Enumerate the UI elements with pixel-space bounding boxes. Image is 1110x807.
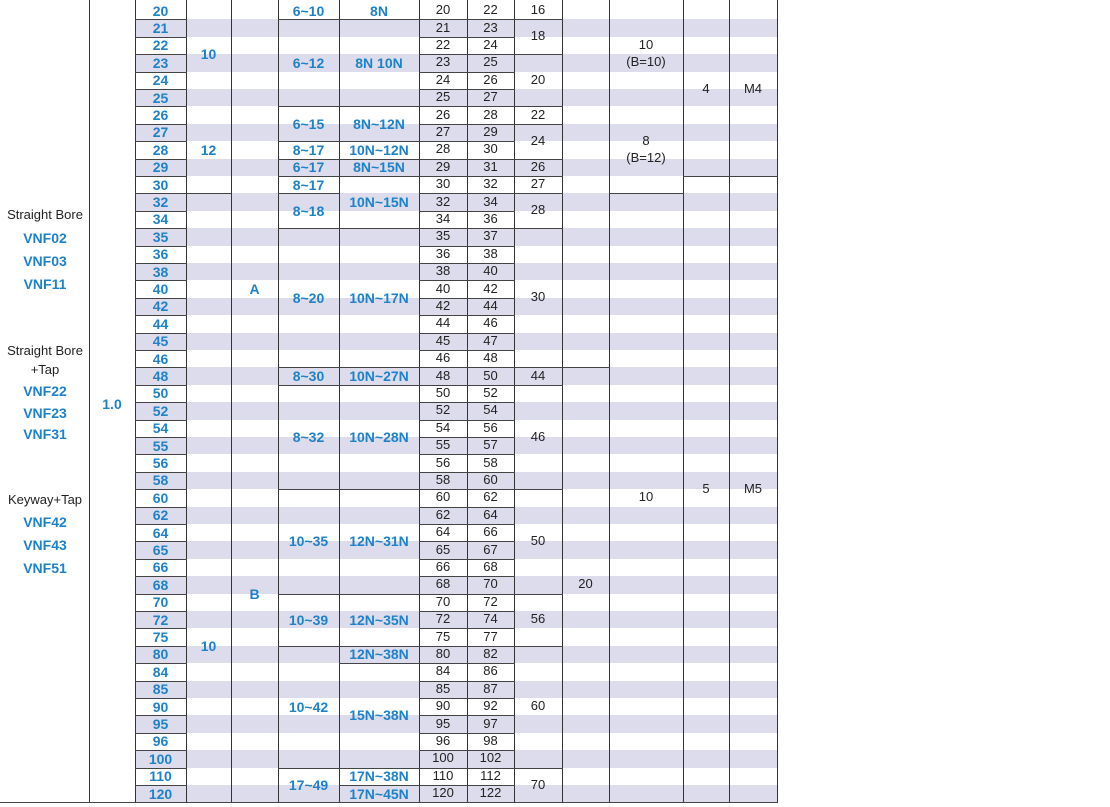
table-cell: 8N xyxy=(370,2,388,19)
table-cell: 8N~15N xyxy=(353,159,405,176)
table-cell xyxy=(231,2,278,193)
table-cell: 54 xyxy=(483,402,498,418)
table-cell: 122 xyxy=(479,785,502,801)
table-cell: 45 xyxy=(435,332,451,348)
table-cell: 54 xyxy=(435,419,451,435)
table-cell: 52 xyxy=(152,402,169,419)
table-cell: 10N~17N xyxy=(349,289,409,306)
table-cell: 56 xyxy=(435,454,451,470)
table-cell: 100 xyxy=(432,750,454,766)
table-cell: 25 xyxy=(152,89,169,106)
table-cell: 90 xyxy=(152,698,169,715)
table-cell: 28 xyxy=(152,141,169,158)
table-cell: 58 xyxy=(152,472,169,489)
table-cell: 32 xyxy=(435,193,451,209)
table-cell: 64 xyxy=(483,506,498,522)
table-cell: 44 xyxy=(483,298,498,314)
table-cell: 40 xyxy=(152,281,169,297)
table-cell: 90 xyxy=(435,698,451,714)
table-cell: 60 xyxy=(152,489,169,506)
table-cell: 10N~12N xyxy=(349,141,409,158)
table-cell: 55 xyxy=(152,437,169,454)
table-cell: 26 xyxy=(483,71,498,87)
table-cell: 100 xyxy=(148,750,173,767)
table-cell: 30 xyxy=(530,289,546,305)
table-cell: 5 xyxy=(702,480,710,496)
table-cell: M5 xyxy=(743,480,763,496)
table-cell: 6~15 xyxy=(292,115,325,132)
table-cell: 38 xyxy=(435,263,451,279)
series-code: VNF03 xyxy=(23,253,67,269)
table-cell: 50 xyxy=(530,532,546,548)
table-cell: 46 xyxy=(152,350,169,367)
series-group-title: Keyway+Tap xyxy=(7,492,83,507)
series-code: VNF42 xyxy=(23,514,67,530)
table-cell: 37 xyxy=(483,228,498,244)
table-cell: 46 xyxy=(530,428,546,444)
table-cell: 42 xyxy=(483,280,498,296)
table-cell: 4 xyxy=(702,80,710,96)
series-code: VNF51 xyxy=(23,560,67,576)
table-cell xyxy=(186,193,231,489)
table-cell: 67 xyxy=(483,541,498,557)
table-cell: 120 xyxy=(148,785,173,802)
table-cell: 48 xyxy=(483,350,498,366)
table-cell: 38 xyxy=(483,245,498,261)
table-cell: 10N~28N xyxy=(349,428,409,445)
table-cell: 10 xyxy=(200,637,217,654)
table-cell: 10~42 xyxy=(288,698,329,715)
table-cell: 58 xyxy=(435,472,451,488)
table-cell: 42 xyxy=(435,298,451,314)
table-cell: 22 xyxy=(483,2,498,18)
table-cell: 65 xyxy=(435,541,451,557)
table-cell: 36 xyxy=(435,245,451,261)
series-code: VNF23 xyxy=(23,405,67,421)
table-cell: 35 xyxy=(152,228,169,245)
table-cell: 26 xyxy=(435,106,451,122)
table-cell xyxy=(562,2,609,367)
table-cell: 56 xyxy=(483,419,498,435)
table-cell: 24 xyxy=(435,71,451,87)
cell-value: 10 xyxy=(638,37,654,53)
table-cell: 12N~35N xyxy=(349,611,409,628)
table-cell: 68 xyxy=(483,559,498,575)
table-cell: 36 xyxy=(152,246,169,263)
series-group-title: Straight Bore xyxy=(7,343,83,358)
table-cell: 66 xyxy=(435,559,451,575)
table-cell: 66 xyxy=(483,524,498,540)
table-cell: 8N 10N xyxy=(355,54,403,71)
table-cell: 15N~38N xyxy=(349,707,409,724)
table-cell: 55 xyxy=(435,437,451,453)
table-cell: 30 xyxy=(483,141,498,157)
table-cell: 110 xyxy=(149,768,172,785)
table-cell: 10N~27N xyxy=(349,368,409,384)
table-cell: 22 xyxy=(530,106,546,122)
table-cell: 10~35 xyxy=(288,533,329,550)
table-cell: 34 xyxy=(152,211,169,228)
table-cell: 66 xyxy=(152,559,169,576)
table-cell: 12N~31N xyxy=(349,533,409,550)
table-cell: 60 xyxy=(483,472,498,488)
table-cell: 25 xyxy=(483,54,498,70)
table-cell: 52 xyxy=(483,385,498,401)
table-cell: 44 xyxy=(530,367,546,383)
table-cell: 24 xyxy=(152,72,169,89)
table-cell: 32 xyxy=(483,176,498,192)
table-cell: 28 xyxy=(530,202,546,218)
table-cell: 6~10 xyxy=(292,2,325,19)
table-cell: 26 xyxy=(152,107,169,123)
table-cell: 68 xyxy=(152,576,169,593)
table-cell: 58 xyxy=(483,454,498,470)
table-cell: 20 xyxy=(530,71,546,87)
series-code: VNF02 xyxy=(23,230,67,246)
table-cell: 23 xyxy=(152,54,169,71)
table-cell: 30 xyxy=(435,176,451,192)
table-cell: 28 xyxy=(483,106,498,122)
table-cell: 87 xyxy=(483,680,498,696)
table-cell: 50 xyxy=(152,385,169,402)
table-cell: 77 xyxy=(483,628,498,644)
table-cell: 74 xyxy=(483,611,498,627)
table-cell: 35 xyxy=(435,228,451,244)
table-cell: 82 xyxy=(483,646,498,662)
table-cell: 65 xyxy=(152,542,169,558)
table-cell: 34 xyxy=(483,193,498,209)
series-group-title: Straight Bore xyxy=(7,207,83,222)
cell-value: 8 xyxy=(642,133,650,148)
table-cell: 40 xyxy=(435,280,451,296)
table-cell: 28 xyxy=(435,141,451,157)
table-cell: 25 xyxy=(435,89,451,105)
table-cell: 18 xyxy=(530,28,546,44)
table-cell: 46 xyxy=(435,350,451,366)
table-cell: 64 xyxy=(152,524,169,541)
table-cell: 72 xyxy=(435,611,451,627)
table-cell: 80 xyxy=(435,646,451,662)
table-cell: 23 xyxy=(435,54,451,70)
table-cell: 112 xyxy=(480,767,501,783)
series-code: VNF22 xyxy=(23,383,67,399)
cell-note: (B=12) xyxy=(626,149,666,165)
series-code: VNF31 xyxy=(23,426,67,442)
table-cell: 70 xyxy=(530,776,546,792)
table-cell: 64 xyxy=(435,524,451,540)
table-cell: M4 xyxy=(743,80,763,96)
table-cell xyxy=(609,2,683,106)
table-cell: 75 xyxy=(152,629,169,645)
table-cell: 24 xyxy=(483,37,498,53)
pitch-value: 1.0 xyxy=(102,395,122,412)
table-cell: 97 xyxy=(483,715,498,731)
table-cell: 31 xyxy=(483,158,498,174)
table-cell: 98 xyxy=(483,733,498,749)
table-cell: 48 xyxy=(152,368,169,384)
table-cell: 24 xyxy=(530,132,546,148)
table-cell: 95 xyxy=(435,715,451,731)
table-cell: 38 xyxy=(152,263,169,280)
table-cell: 72 xyxy=(483,593,498,609)
table-cell: 57 xyxy=(483,437,498,453)
table-cell: 62 xyxy=(152,507,169,524)
table-cell: 26 xyxy=(530,158,546,174)
table-cell: 30 xyxy=(152,176,169,193)
table-cell: 45 xyxy=(152,333,169,350)
table-cell: 56 xyxy=(152,455,169,471)
table-cell: 12 xyxy=(200,141,217,158)
table-cell: 60 xyxy=(530,698,546,714)
cell-note: (B=10) xyxy=(626,54,666,70)
table-cell: 40 xyxy=(483,263,498,279)
table-cell: 10N~15N xyxy=(349,194,409,210)
table-cell: 8N~12N xyxy=(353,115,405,132)
table-cell: 42 xyxy=(152,298,169,315)
table-cell: 27 xyxy=(530,176,546,192)
table-cell: 96 xyxy=(435,733,451,749)
table-cell: 56 xyxy=(530,611,546,627)
table-cell: A xyxy=(249,280,260,297)
table-cell: 44 xyxy=(435,315,451,331)
table-cell: 85 xyxy=(152,681,169,698)
table-cell: 36 xyxy=(483,211,498,227)
table-cell: 29 xyxy=(483,124,498,140)
table-cell: 60 xyxy=(435,489,451,505)
table-cell: 6~17 xyxy=(292,159,325,176)
table-cell: 68 xyxy=(435,576,451,592)
column-rule xyxy=(777,0,778,802)
table-cell: 86 xyxy=(483,663,498,679)
table-cell: 20 xyxy=(152,2,169,19)
table-cell: 10~39 xyxy=(288,611,329,628)
table-cell: 17~49 xyxy=(288,776,329,793)
table-cell: 17N~45N xyxy=(349,785,409,802)
series-code: VNF43 xyxy=(23,537,67,553)
table-cell: 70 xyxy=(435,593,451,609)
table-cell: 20 xyxy=(578,576,593,592)
table-cell: 48 xyxy=(435,367,451,383)
table-cell: 84 xyxy=(152,663,169,680)
table-cell: 110 xyxy=(432,767,454,783)
table-cell: 102 xyxy=(479,750,502,766)
table-cell: 44 xyxy=(152,315,169,332)
table-cell: 46 xyxy=(483,315,498,331)
table-cell: 21 xyxy=(152,20,169,36)
table-cell: 120 xyxy=(432,785,454,801)
table-cell: 70 xyxy=(483,576,498,592)
table-cell: 8~18 xyxy=(292,202,325,219)
table-cell: 75 xyxy=(435,628,451,644)
table-cell: 47 xyxy=(483,332,498,348)
table-cell: 10 xyxy=(200,46,217,63)
series-code: VNF11 xyxy=(23,276,67,292)
table-cell: 23 xyxy=(483,19,498,35)
table-cell: 85 xyxy=(435,680,451,696)
table-cell: 17N~38N xyxy=(349,768,409,785)
table-cell: 32 xyxy=(152,194,169,210)
table-cell: 6~12 xyxy=(292,54,325,71)
table-cell: 16 xyxy=(530,2,546,18)
table-cell: 95 xyxy=(152,716,169,732)
table-cell: 20 xyxy=(435,2,451,18)
table-cell: 96 xyxy=(152,733,169,750)
table-cell: 27 xyxy=(152,124,169,141)
table-cell: 8~30 xyxy=(292,368,325,384)
table-cell: 70 xyxy=(152,594,169,611)
table-cell: 29 xyxy=(152,159,169,176)
table-cell: 27 xyxy=(435,124,451,140)
table-cell: 8~32 xyxy=(292,428,325,445)
table-cell: 29 xyxy=(435,158,451,174)
table-cell: 80 xyxy=(152,646,169,663)
table-cell: 54 xyxy=(152,420,169,437)
table-cell: 52 xyxy=(435,402,451,418)
table-cell: 62 xyxy=(483,489,498,505)
table-cell: 21 xyxy=(435,19,451,35)
table-cell: 8~17 xyxy=(292,141,325,158)
table-cell: 50 xyxy=(483,367,498,383)
table-cell: 50 xyxy=(435,385,451,401)
table-cell: B xyxy=(249,585,260,602)
table-cell xyxy=(609,106,683,193)
table-cell: 34 xyxy=(435,211,451,227)
table-cell: 12N~38N xyxy=(349,646,409,663)
table-cell: 8~20 xyxy=(292,289,325,306)
series-group-subtitle: +Tap xyxy=(30,362,60,377)
table-cell: 84 xyxy=(435,663,451,679)
table-cell: 8~17 xyxy=(292,176,325,193)
table-cell: 62 xyxy=(435,506,451,522)
table-cell: 10 xyxy=(638,489,654,505)
table-cell: 22 xyxy=(435,37,451,53)
table-cell: 72 xyxy=(152,611,169,628)
table-cell: 27 xyxy=(483,89,498,105)
table-cell: 92 xyxy=(483,698,498,714)
table-cell: 22 xyxy=(152,37,169,54)
